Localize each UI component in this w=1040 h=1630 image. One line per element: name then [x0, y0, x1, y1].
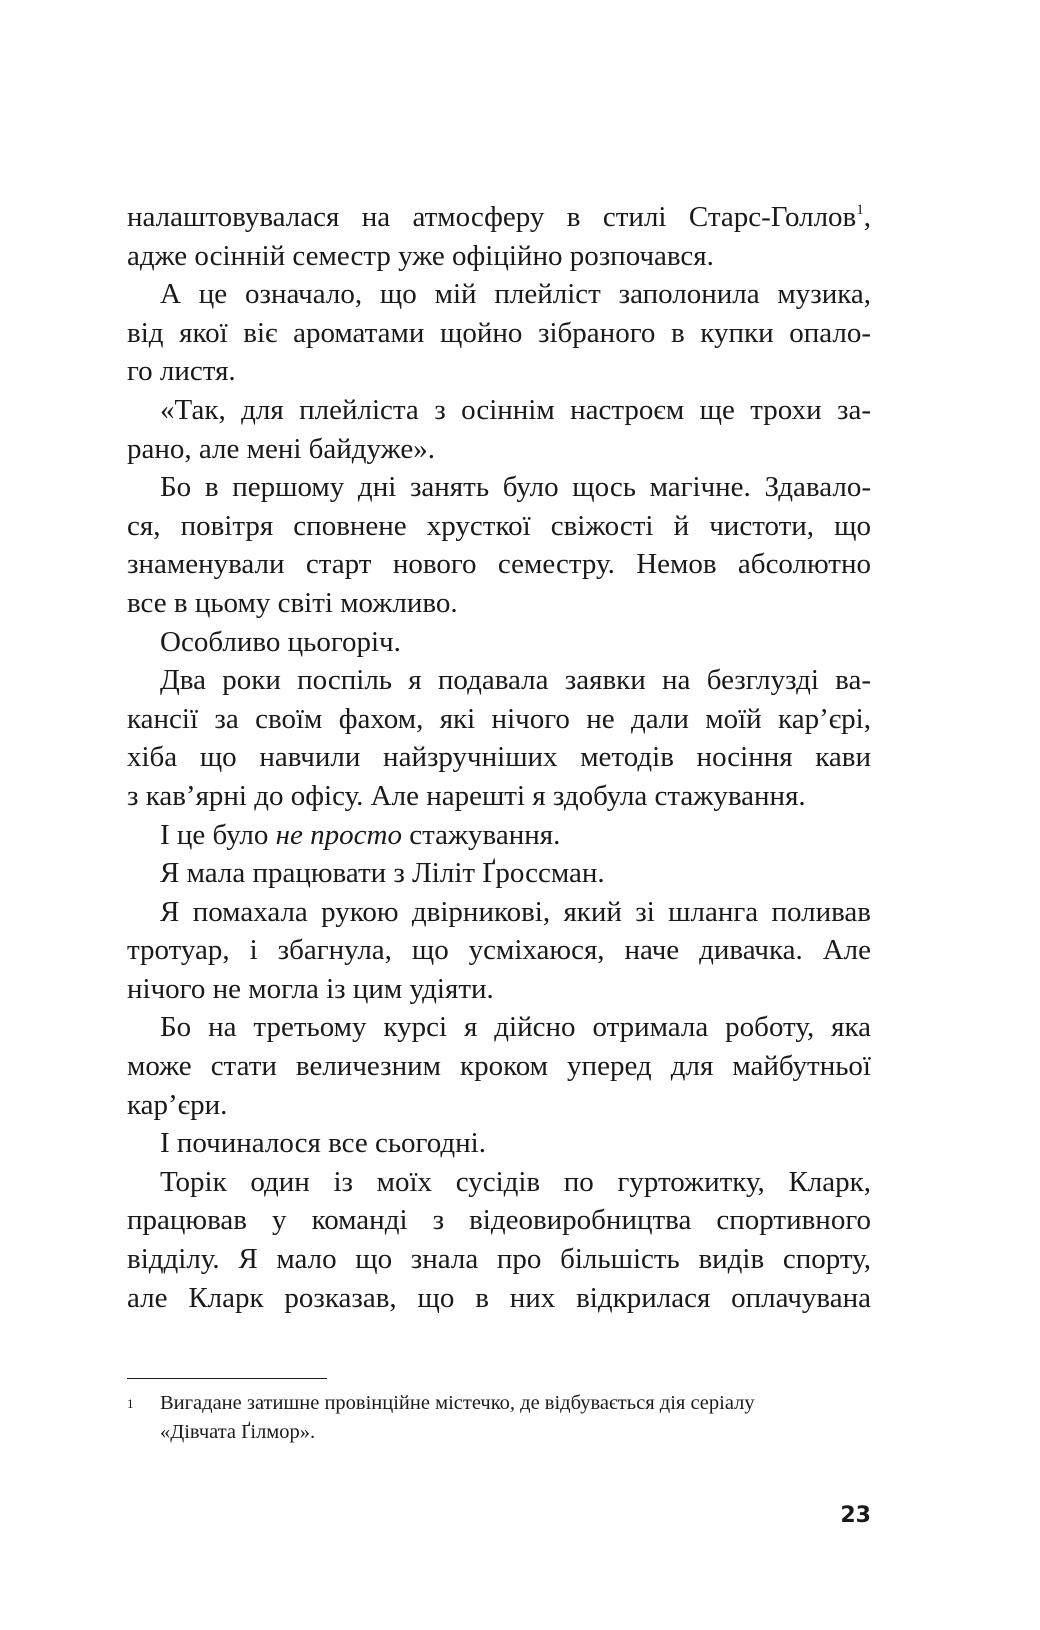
text-span: ,	[863, 201, 871, 233]
text-line	[127, 198, 871, 237]
text-line: рано, але мені байдуже».	[127, 432, 435, 465]
text-line: Я мала працювати з Ліліт Ґроссман.	[160, 857, 605, 890]
text-line: знаменували старт нового семестру. Немов абсолютно	[127, 548, 871, 581]
footnote-divider	[127, 1378, 327, 1379]
footnote-line: Вигадане затишне провінційне містечко, де відбувається дія серіалу	[160, 1392, 755, 1414]
text-line: але Кларк розказав, що в них відкрилася оплачувана	[127, 1281, 871, 1314]
footnote-marker: 1	[127, 1396, 134, 1411]
text-line	[127, 816, 871, 855]
text-line: від якої віє ароматами щойно зібраного в купки опало-	[127, 316, 871, 349]
emphasis-text: не просто	[275, 818, 402, 851]
text-line: Торік один із моїх сусідів по гуртожитку, Кларк,	[160, 1165, 871, 1198]
text-line: нічого не могла із цим удіяти.	[127, 972, 494, 1005]
text-line: го листя.	[127, 355, 236, 388]
text-line: тротуар, і збагнула, що усміхаюся, наче дивачка. Але	[127, 934, 871, 967]
page-number: 23	[840, 1503, 871, 1528]
text-line: кансії за своїм фахом, які нічого не дали моїй кар’єрі,	[127, 702, 871, 735]
text-line: «Так, для плейліста з осіннім настроєм ще трохи за-	[160, 393, 871, 426]
text-line: хіба що навчили найзручніших методів носіння кави	[127, 741, 871, 774]
text-line: може стати величезним кроком уперед для майбутньої	[127, 1050, 871, 1083]
text-line: адже осінній семестр уже офіційно розпочався.	[127, 239, 714, 272]
text-line: Бо в першому дні занять було щось магічне. Здавало-	[160, 471, 871, 504]
text-line: з кав’ярні до офісу. Але нарешті я здобула стажування.	[127, 779, 806, 812]
footnote	[127, 1389, 871, 1447]
text-line: А це означало, що мій плейліст заполонила музика,	[160, 278, 871, 311]
footnote-text	[127, 1389, 871, 1447]
text-line: І починалося все сьогодні.	[160, 1127, 486, 1160]
text-line: працював у команді з відеовиробництва спортивного	[127, 1204, 871, 1237]
text-line: Бо на третьому курсі я дійсно отримала роботу, яка	[160, 1011, 871, 1044]
text-line: Два роки поспіль я подавала заявки на безглузді ва-	[160, 664, 871, 697]
text-line: все в цьому світі можливо.	[127, 586, 458, 619]
text-line: кар’єри.	[127, 1088, 228, 1121]
text-line: Я помахала рукою двірникові, який зі шланга поливав	[160, 895, 871, 928]
text-line: Особливо цьогоріч.	[160, 625, 401, 658]
text-line: відділу. Я мало що знала про більшість видів спорту,	[127, 1243, 871, 1276]
text-span: налаштовувалася на атмосферу в стилі Старс-Голлов	[127, 201, 857, 233]
text-line: ся, повітря сповнене хрусткої свіжості й чистоти, що	[127, 509, 871, 542]
footnote-reference[interactable]: 1	[856, 202, 864, 218]
text-span: І це було	[160, 818, 276, 851]
footnote-line: «Дівчата Ґілмор».	[160, 1421, 316, 1443]
text-span: стажування.	[401, 818, 561, 851]
body-text	[127, 198, 871, 1317]
